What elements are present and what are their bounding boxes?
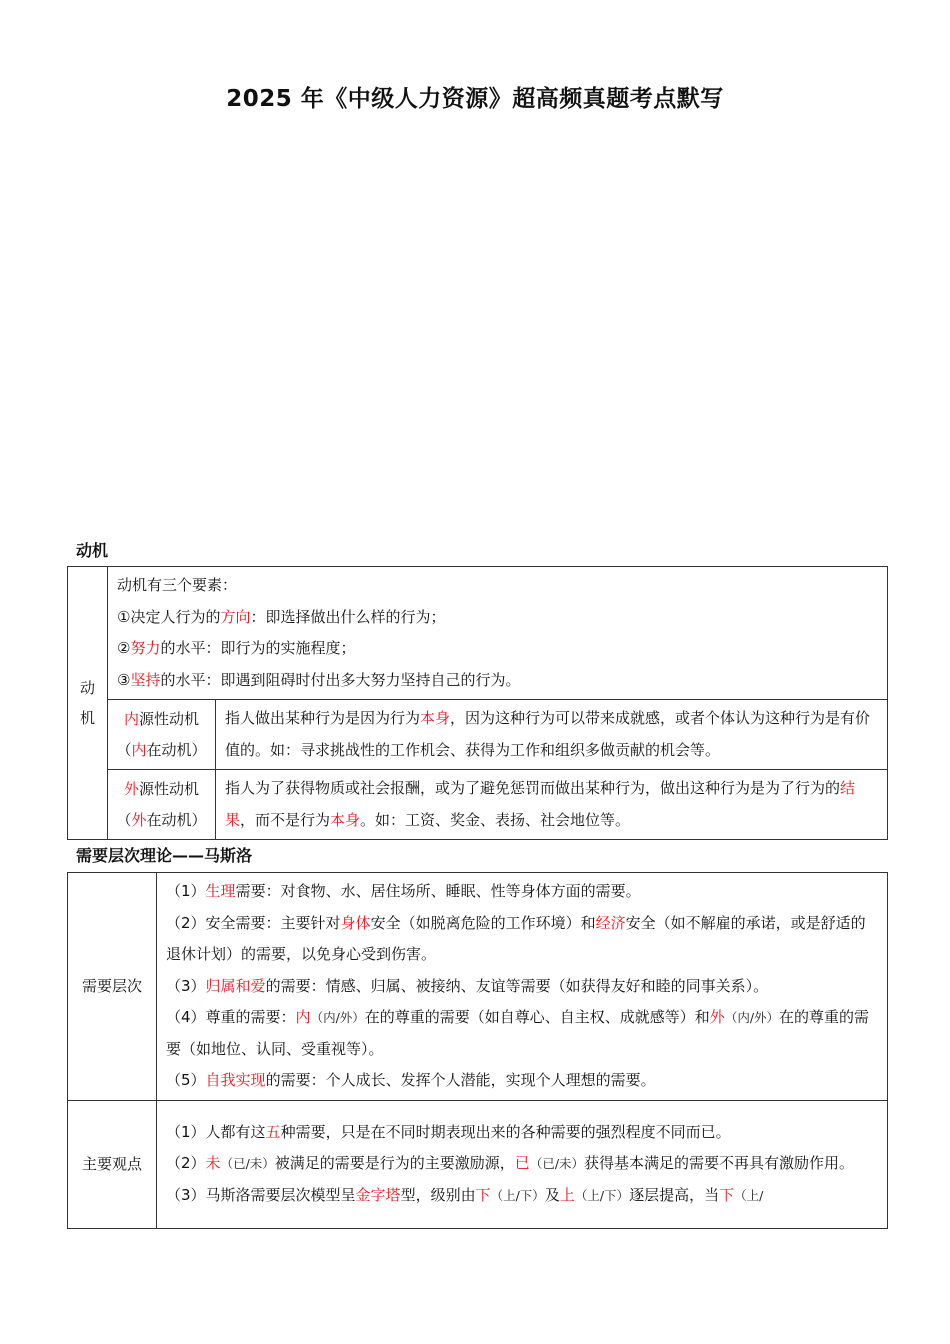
motivation-intro: 动机有三个要素： — [117, 576, 238, 594]
need-level-1: （1）生理需要：对食物、水、居住场所、睡眠、性等身体方面的需要。 — [166, 882, 641, 900]
maslow-table — [67, 872, 888, 1229]
need-level-4: （4）尊重的需要：内（内/外）在的尊重的需要（如自尊心、自主权、成就感等）和外（内/外）在的尊重的需要（如地位、认同、受重视等）。 — [166, 1008, 870, 1058]
page-title: 2025 年《中级人力资源》超高频真题考点默写 — [226, 86, 724, 112]
motivation-element-3: ③坚持的水平：即遇到阻碍时付出多大努力坚持自己的行为。 — [117, 670, 521, 689]
need-levels-content — [157, 873, 888, 1101]
side-label-char-2: 机 — [79, 709, 95, 727]
section-title-maslow: 需要层次理论——马斯洛 — [76, 846, 253, 865]
section-title-motivation: 动机 — [76, 541, 109, 560]
extrinsic-motivation-desc: 指人为了获得物质或社会报酬，或为了避免惩罚而做出某种行为，做出这种行为是为了行为的结果，而不是行为本身。如：工资、奖金、表扬、社会地位等。 — [216, 770, 888, 840]
motivation-element-1: ①决定人行为的方向：即选择做出什么样的行为； — [117, 607, 446, 626]
main-view-2: （2）未（已/未）被满足的需要是行为的主要激励源，已（已/未）获得基本满足的需要不再具有激励作用。 — [166, 1154, 855, 1173]
motivation-table — [67, 566, 888, 840]
motivation-side-label — [68, 567, 108, 840]
need-levels-label: 需要层次 — [68, 873, 157, 1101]
motivation-elements-cell — [108, 567, 888, 700]
motivation-element-2: ②努力的水平：即行为的实施程度； — [117, 639, 356, 657]
main-view-3: （3）马斯洛需要层次模型呈金字塔型，级别由下（上/下）及上（上/下）逐层提高，当下（上/ — [166, 1185, 764, 1204]
need-level-2: （2）安全需要：主要针对身体安全（如脱离危险的工作环境）和经济安全（如不解雇的承诺，或是舒适的退休计划）的需要，以免身心受到伤害。 — [166, 913, 866, 963]
need-level-3: （3）归属和爱的需要：情感、归属、被接纳、友谊等需要（如获得友好和睦的同事关系）。 — [166, 976, 769, 995]
main-views-label: 主要观点 — [68, 1100, 157, 1228]
intrinsic-motivation-desc: 指人做出某种行为是因为行为本身，因为这种行为可以带来成就感，或者个体认为这种行为是有价值的。如：寻求挑战性的工作机会、获得为工作和组织多做贡献的机会等。 — [216, 700, 888, 770]
main-views-content — [157, 1100, 888, 1228]
main-view-1: （1）人都有这五种需要，只是在不同时期表现出来的各种需要的强烈程度不同而已。 — [166, 1122, 731, 1141]
side-label-char-1: 动 — [79, 679, 95, 697]
extrinsic-motivation-label: 外源性动机 （外在动机） — [108, 770, 216, 840]
need-level-5: （5）自我实现的需要：个人成长、发挥个人潜能，实现个人理想的需要。 — [166, 1071, 656, 1089]
intrinsic-motivation-label: 内源性动机 （内在动机） — [108, 700, 216, 770]
